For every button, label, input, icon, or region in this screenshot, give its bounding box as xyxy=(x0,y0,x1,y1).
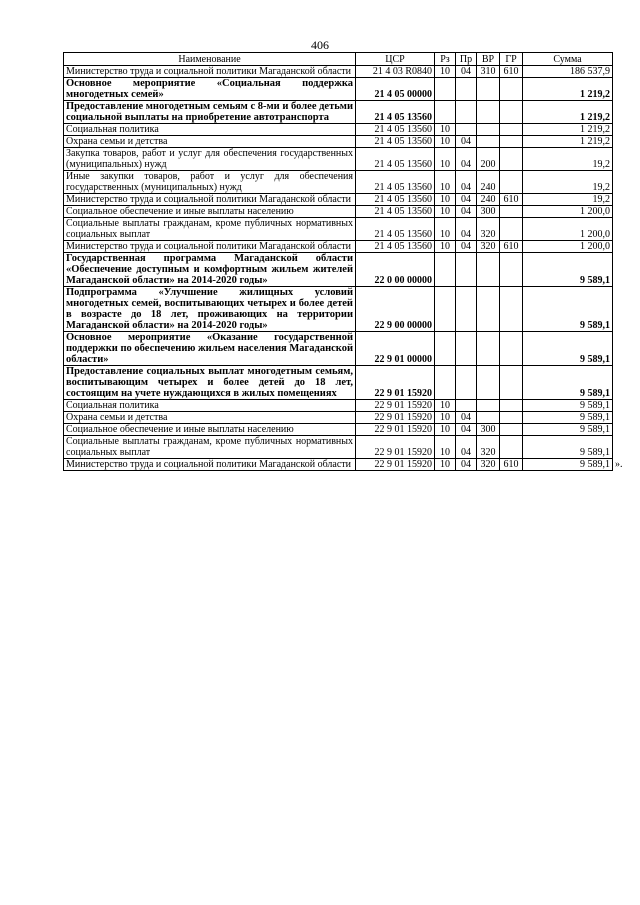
table-row xyxy=(64,148,613,171)
cell-rz-text: 10 xyxy=(440,412,450,423)
table-row xyxy=(64,66,613,78)
cell-rz xyxy=(435,78,456,101)
cell-pr-text: 04 xyxy=(461,159,471,170)
cell-vr-text: 320 xyxy=(480,447,496,458)
cell-pr xyxy=(456,136,477,148)
cell-sum xyxy=(523,148,613,171)
cell-name-text: Подпрограмма «Улучшение жилищных условий многодетных семей, воспитывающих четырех и более детей в возрасте до 18 лет, проживающих на территории Магаданской области» на 2014-2020 годы» xyxy=(66,287,353,331)
cell-csr-text: 21 4 05 13560 xyxy=(374,241,432,252)
cell-csr-text: 21 4 05 13560 xyxy=(374,159,432,170)
cell-name-text: Министерство труда и социальной политики Магаданской области xyxy=(66,194,351,205)
cell-gr xyxy=(500,218,523,241)
cell-gr xyxy=(500,459,523,471)
cell-csr xyxy=(356,148,435,171)
cell-sum xyxy=(523,78,613,101)
cell-vr xyxy=(477,412,500,424)
cell-pr-text: 04 xyxy=(461,136,471,147)
cell-rz xyxy=(435,241,456,253)
cell-sum xyxy=(523,194,613,206)
cell-csr-text: 22 9 01 15920 xyxy=(374,447,432,458)
cell-csr-text: 21 4 05 13560 xyxy=(374,229,432,240)
cell-csr xyxy=(356,366,435,400)
cell-vr-text: 200 xyxy=(480,159,496,170)
cell-pr xyxy=(456,459,477,471)
cell-name xyxy=(64,412,356,424)
cell-name-text: Социальные выплаты гражданам, кроме публичных нормативных социальных выплат xyxy=(66,436,353,458)
table-row xyxy=(64,194,613,206)
cell-sum xyxy=(523,436,613,459)
cell-csr xyxy=(356,136,435,148)
cell-pr xyxy=(456,171,477,194)
cell-sum-text: 9 589,1 xyxy=(580,400,610,411)
header-row xyxy=(64,53,613,66)
cell-pr xyxy=(456,412,477,424)
cell-sum-text: 9 589,1 xyxy=(580,459,610,470)
cell-gr xyxy=(500,436,523,459)
cell-name-text: Социальная политика xyxy=(66,400,159,411)
cell-name xyxy=(64,66,356,78)
cell-name-text: Иные закупки товаров, работ и услуг для обеспечения государственных (муниципальных) нужд xyxy=(66,171,353,193)
cell-sum-text: 1 219,2 xyxy=(580,124,610,135)
cell-name-text: Охрана семьи и детства xyxy=(66,136,168,147)
cell-rz xyxy=(435,253,456,287)
cell-pr xyxy=(456,241,477,253)
cell-sum-text: 9 589,1 xyxy=(580,354,610,365)
cell-sum-text: 9 589,1 xyxy=(580,447,610,458)
cell-csr xyxy=(356,194,435,206)
header-pr: Пр xyxy=(456,53,477,66)
cell-csr xyxy=(356,206,435,218)
cell-sum xyxy=(523,171,613,194)
cell-vr xyxy=(477,287,500,332)
cell-name-text: Министерство труда и социальной политики Магаданской области xyxy=(66,241,351,252)
cell-rz xyxy=(435,171,456,194)
cell-name xyxy=(64,287,356,332)
cell-name xyxy=(64,206,356,218)
cell-name xyxy=(64,366,356,400)
cell-vr-text: 310 xyxy=(480,66,496,77)
cell-rz-text: 10 xyxy=(440,447,450,458)
cell-sum-text: 9 589,1 xyxy=(580,412,610,423)
table-row xyxy=(64,412,613,424)
cell-pr xyxy=(456,424,477,436)
cell-csr xyxy=(356,436,435,459)
cell-rz-text: 10 xyxy=(440,66,450,77)
cell-csr-text: 21 4 05 13560 xyxy=(374,112,432,123)
cell-vr xyxy=(477,436,500,459)
cell-sum xyxy=(523,412,613,424)
table-row xyxy=(64,171,613,194)
cell-vr xyxy=(477,101,500,124)
cell-vr xyxy=(477,400,500,412)
cell-rz xyxy=(435,332,456,366)
cell-name xyxy=(64,400,356,412)
cell-csr xyxy=(356,412,435,424)
header-sum: Сумма xyxy=(523,53,613,66)
cell-csr-text: 22 9 01 15920 xyxy=(374,412,432,423)
cell-sum-text: 9 589,1 xyxy=(580,388,610,399)
cell-vr-text: 320 xyxy=(480,241,496,252)
table-row xyxy=(64,424,613,436)
cell-sum-text: 1 200,0 xyxy=(580,206,610,217)
cell-name xyxy=(64,332,356,366)
closing-quote-mark: ». xyxy=(615,459,623,470)
cell-sum xyxy=(523,136,613,148)
cell-vr-text: 240 xyxy=(480,194,496,205)
cell-name xyxy=(64,436,356,459)
cell-csr-text: 22 9 01 15920 xyxy=(374,400,432,411)
cell-pr xyxy=(456,218,477,241)
cell-csr-text: 22 9 01 15920 xyxy=(374,459,432,470)
cell-sum-text: 1 219,2 xyxy=(580,112,610,123)
cell-gr xyxy=(500,124,523,136)
cell-pr xyxy=(456,253,477,287)
cell-pr-text: 04 xyxy=(461,447,471,458)
cell-vr xyxy=(477,136,500,148)
cell-sum xyxy=(523,332,613,366)
cell-rz xyxy=(435,287,456,332)
cell-pr xyxy=(456,66,477,78)
cell-sum-text: 19,2 xyxy=(592,182,610,193)
cell-rz xyxy=(435,124,456,136)
cell-rz xyxy=(435,412,456,424)
cell-vr xyxy=(477,66,500,78)
cell-rz xyxy=(435,101,456,124)
cell-csr xyxy=(356,66,435,78)
table-row xyxy=(64,459,613,471)
table-row xyxy=(64,218,613,241)
table-row xyxy=(64,436,613,459)
cell-vr-text: 300 xyxy=(480,206,496,217)
cell-sum xyxy=(523,66,613,78)
table-row xyxy=(64,332,613,366)
cell-vr xyxy=(477,366,500,400)
cell-name xyxy=(64,148,356,171)
cell-name xyxy=(64,101,356,124)
cell-sum xyxy=(523,424,613,436)
cell-name-text: Предоставление многодетным семьям с 8-ми и более детьми социальной выплаты на приобретение автотранспорта xyxy=(66,101,353,123)
cell-csr xyxy=(356,459,435,471)
cell-csr xyxy=(356,400,435,412)
cell-name xyxy=(64,241,356,253)
cell-sum xyxy=(523,459,623,471)
cell-csr xyxy=(356,124,435,136)
cell-pr-text: 04 xyxy=(461,424,471,435)
cell-vr xyxy=(477,218,500,241)
cell-sum-text: 1 200,0 xyxy=(580,229,610,240)
cell-pr-text: 04 xyxy=(461,229,471,240)
cell-vr xyxy=(477,171,500,194)
cell-csr-text: 21 4 05 13560 xyxy=(374,124,432,135)
cell-name xyxy=(64,124,356,136)
table-row xyxy=(64,241,613,253)
cell-name-text: Социальная политика xyxy=(66,124,159,135)
cell-name-text: Социальное обеспечение и иные выплаты населению xyxy=(66,206,294,217)
cell-gr xyxy=(500,366,523,400)
header-rz: Рз xyxy=(435,53,456,66)
cell-rz xyxy=(435,136,456,148)
cell-pr-text: 04 xyxy=(461,241,471,252)
cell-vr xyxy=(477,424,500,436)
cell-gr-text: 610 xyxy=(503,194,519,205)
cell-csr xyxy=(356,218,435,241)
cell-rz-text: 10 xyxy=(440,241,450,252)
cell-vr-text: 300 xyxy=(480,424,496,435)
cell-gr xyxy=(500,66,523,78)
cell-name xyxy=(64,136,356,148)
cell-pr xyxy=(456,206,477,218)
cell-rz xyxy=(435,436,456,459)
table-row xyxy=(64,101,613,124)
cell-gr xyxy=(500,412,523,424)
cell-name xyxy=(64,424,356,436)
cell-csr xyxy=(356,424,435,436)
cell-sum-text: 1 200,0 xyxy=(580,241,610,252)
cell-gr xyxy=(500,171,523,194)
cell-rz-text: 10 xyxy=(440,194,450,205)
cell-gr xyxy=(500,148,523,171)
cell-name-text: Предоставление социальных выплат многодетным семьям, воспитывающим четырех и более детей до 18 лет, состоящим на учете нуждающихся в жилых помещениях xyxy=(66,366,353,399)
cell-name-text: Основное мероприятие «Оказание государственной поддержки по обеспечению жильем населения Магаданской области» xyxy=(66,332,353,365)
cell-name xyxy=(64,218,356,241)
cell-name-text: Министерство труда и социальной политики Магаданской области xyxy=(66,459,351,470)
cell-rz xyxy=(435,424,456,436)
cell-csr-text: 22 9 01 15920 xyxy=(374,424,432,435)
cell-csr xyxy=(356,287,435,332)
cell-csr xyxy=(356,101,435,124)
cell-csr xyxy=(356,332,435,366)
table-body xyxy=(64,66,623,471)
cell-csr-text: 21 4 05 00000 xyxy=(374,89,432,100)
cell-sum-text: 1 219,2 xyxy=(580,89,610,100)
cell-pr xyxy=(456,78,477,101)
cell-vr xyxy=(477,241,500,253)
cell-sum xyxy=(523,287,613,332)
cell-gr xyxy=(500,241,523,253)
cell-vr xyxy=(477,124,500,136)
cell-csr-text: 21 4 03 R0840 xyxy=(372,66,432,77)
cell-gr xyxy=(500,287,523,332)
cell-csr xyxy=(356,78,435,101)
header-vr: ВР xyxy=(477,53,500,66)
cell-sum xyxy=(523,400,613,412)
cell-csr-text: 21 4 05 13560 xyxy=(374,194,432,205)
cell-gr xyxy=(500,78,523,101)
cell-gr xyxy=(500,136,523,148)
cell-gr-text: 610 xyxy=(503,241,519,252)
cell-sum-text: 9 589,1 xyxy=(580,275,610,286)
cell-vr xyxy=(477,78,500,101)
cell-pr xyxy=(456,332,477,366)
cell-name xyxy=(64,459,356,471)
cell-pr xyxy=(456,436,477,459)
table-row xyxy=(64,206,613,218)
page-number: 406 xyxy=(311,38,329,52)
cell-sum xyxy=(523,218,613,241)
cell-rz-text: 10 xyxy=(440,159,450,170)
cell-gr-text: 610 xyxy=(503,459,519,470)
cell-name-text: Министерство труда и социальной политики Магаданской области xyxy=(66,66,351,77)
cell-pr xyxy=(456,194,477,206)
cell-sum-text: 1 219,2 xyxy=(580,136,610,147)
table-row xyxy=(64,253,613,287)
cell-sum xyxy=(523,366,613,400)
cell-rz xyxy=(435,194,456,206)
cell-name-text: Закупка товаров, работ и услуг для обеспечения государственных (муниципальных) нужд xyxy=(66,148,353,170)
cell-name xyxy=(64,171,356,194)
cell-rz xyxy=(435,218,456,241)
cell-rz xyxy=(435,366,456,400)
cell-pr-text: 04 xyxy=(461,194,471,205)
cell-rz-text: 10 xyxy=(440,124,450,135)
cell-rz-text: 10 xyxy=(440,182,450,193)
cell-csr xyxy=(356,241,435,253)
cell-sum xyxy=(523,253,613,287)
cell-vr xyxy=(477,148,500,171)
cell-pr-text: 04 xyxy=(461,412,471,423)
cell-sum xyxy=(523,206,613,218)
cell-name xyxy=(64,194,356,206)
cell-pr-text: 04 xyxy=(461,459,471,470)
cell-pr xyxy=(456,101,477,124)
cell-gr xyxy=(500,400,523,412)
cell-rz xyxy=(435,400,456,412)
cell-name xyxy=(64,78,356,101)
cell-vr xyxy=(477,459,500,471)
table-row xyxy=(64,124,613,136)
cell-name-text: Охрана семьи и детства xyxy=(66,412,168,423)
cell-rz-text: 10 xyxy=(440,206,450,217)
cell-csr-text: 21 4 05 13560 xyxy=(374,182,432,193)
cell-name-text: Государственная программа Магаданской области «Обеспечение доступным и комфортным жильем жителей Магаданской области» на 2014-2020 годы» xyxy=(66,253,353,286)
cell-gr-text: 610 xyxy=(503,66,519,77)
cell-csr-text: 21 4 05 13560 xyxy=(374,136,432,147)
cell-rz-text: 10 xyxy=(440,136,450,147)
cell-rz xyxy=(435,148,456,171)
cell-rz xyxy=(435,206,456,218)
cell-gr xyxy=(500,332,523,366)
cell-rz-text: 10 xyxy=(440,400,450,411)
cell-sum-text: 19,2 xyxy=(592,159,610,170)
cell-csr-text: 22 9 01 00000 xyxy=(374,354,432,365)
budget-table xyxy=(63,52,623,471)
cell-name-text: Социальные выплаты гражданам, кроме публичных нормативных социальных выплат xyxy=(66,218,353,240)
cell-rz-text: 10 xyxy=(440,424,450,435)
cell-vr xyxy=(477,253,500,287)
cell-sum-text: 186 537,9 xyxy=(570,66,610,77)
cell-rz-text: 10 xyxy=(440,229,450,240)
cell-vr xyxy=(477,206,500,218)
table-row xyxy=(64,366,613,400)
header-name: Наименование xyxy=(64,53,356,66)
cell-vr-text: 320 xyxy=(480,459,496,470)
cell-rz xyxy=(435,66,456,78)
header-csr: ЦСР xyxy=(356,53,435,66)
table-row xyxy=(64,136,613,148)
cell-gr xyxy=(500,424,523,436)
cell-vr-text: 240 xyxy=(480,182,496,193)
cell-gr xyxy=(500,194,523,206)
cell-sum xyxy=(523,241,613,253)
cell-csr xyxy=(356,253,435,287)
cell-sum-text: 9 589,1 xyxy=(580,424,610,435)
cell-csr xyxy=(356,171,435,194)
table-row xyxy=(64,78,613,101)
cell-sum xyxy=(523,124,613,136)
table-row xyxy=(64,400,613,412)
cell-gr xyxy=(500,101,523,124)
cell-pr xyxy=(456,366,477,400)
cell-rz xyxy=(435,459,456,471)
cell-rz-text: 10 xyxy=(440,459,450,470)
cell-vr-text: 320 xyxy=(480,229,496,240)
cell-csr-text: 22 9 00 00000 xyxy=(374,320,432,331)
cell-name xyxy=(64,253,356,287)
cell-vr xyxy=(477,194,500,206)
cell-csr-text: 22 9 01 15920 xyxy=(374,388,432,399)
cell-pr-text: 04 xyxy=(461,182,471,193)
table-row xyxy=(64,287,613,332)
cell-vr xyxy=(477,332,500,366)
header-gr: ГР xyxy=(500,53,523,66)
cell-sum-text: 19,2 xyxy=(592,194,610,205)
cell-pr-text: 04 xyxy=(461,206,471,217)
cell-sum xyxy=(523,101,613,124)
cell-pr xyxy=(456,148,477,171)
cell-pr xyxy=(456,400,477,412)
cell-name-text: Социальное обеспечение и иные выплаты населению xyxy=(66,424,294,435)
cell-gr xyxy=(500,206,523,218)
cell-csr-text: 22 0 00 00000 xyxy=(374,275,432,286)
cell-csr-text: 21 4 05 13560 xyxy=(374,206,432,217)
cell-gr xyxy=(500,253,523,287)
cell-name-text: Основное мероприятие «Социальная поддержка многодетных семей» xyxy=(66,78,353,100)
cell-sum-text: 9 589,1 xyxy=(580,320,610,331)
cell-pr xyxy=(456,124,477,136)
cell-pr-text: 04 xyxy=(461,66,471,77)
cell-pr xyxy=(456,287,477,332)
